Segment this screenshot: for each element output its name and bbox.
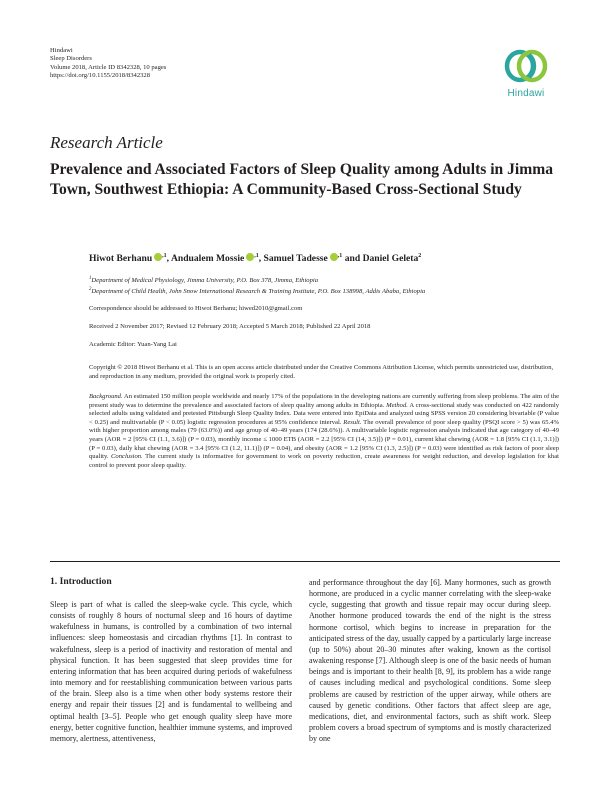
journal-name: Sleep Disorders [50,55,92,63]
article-type: Research Article [50,133,163,152]
journal-info [50,47,166,81]
abstract-text: The overall prevalence of poor sleep quality (PSQI score > 5) was 65.4% with higher proportion among males (79 (63.0%)) and age group of 40–49 years (174 (28.6%)). A multivariable logistic regression analysis indicated that age category of 40–49 years (AOR = 2 [95% CI (1.1, 3.6)]) (P = 0.03), monthly income ≤ 1000 ETB (AOR = 2.2 [95% CI (14, 3.5)]) (P = 0.01), current khat chewing (AOR = 1.8 [95% CI (1.1, 3.1)]) (P = 0.03), daily khat chewing (AOR = 3.4 [95% CI (1.2, 11.1)]) (P = 0.04), and obesity (AOR = 1.2 [95% CI (1.3, 2.5)]) (P = 0.03) were identified as risk factors of poor sleep quality. [89,418,559,461]
author-list [89,253,421,264]
affiliation [89,286,559,297]
author-affiliation-mark: ,1 [162,253,167,259]
abstract-label: Result. [343,418,362,426]
author-name: Andualem Mossie [170,253,245,265]
rings-icon [503,46,549,86]
author-separator: , [166,253,171,265]
abstract [89,393,559,470]
abstract-text: A cross-sectional study was conducted on 422 randomly selected adults using validated and pretested Pittsburgh Sleep Quality Index. Data were entered into EpiData and analyzed using SPSS version 20 considering bivariable (P value < 0.25) and multivariable (P < 0.05) logistic regression procedures at 95% confidence interval. [89,401,559,426]
doi-link[interactable]: https://doi.org/10.1155/2018/8342328 [50,72,151,80]
publication-dates: Received 2 November 2017; Revised 12 February 2018; Accepted 5 March 2018; Published 22 April 2018 [89,323,371,330]
affiliation [89,275,559,286]
affiliation-text: Department of Child Health, John Snow International Research & Training Institute, P.O. Box 138998, Addis Ababa, Ethiopia [91,287,426,295]
intro-column-right: and performance throughout the day [6]. Many hormones, such as growth hormone, are produced in a cyclic manner correlating with the sleep-wake cycle, suggesting that growth and tissue repair may occur during sleep. Another hormone produced towards the end of the night is the stress hormone cortisol, which begins to increase in preparation for the anticipated stress of the day, usually capped by a particularly large increase (up to 50%) about 20–30 minutes after waking, known as the cortisol awakening response [7]. Although sleep is one of the basic needs of human beings and is important to their health [8, 9], its problem has a wide range of causes including medical and psychological conditions. Some sleep problems are caused by restriction of the upper airway, while others are caused by genetic conditions. Other factors that affect sleep are age, medications, diet, and environmental factors, such as shift work. Sleep problem covers a broad spectrum of symptoms and is mostly characterized by one [309,578,551,744]
logo-text: Hindawi [507,88,545,99]
abstract-text: The current study is informative for government to work on poverty reduction, create awareness for weight reduction, and develop legislation for khat control to prevent poor sleep quality. [89,453,559,469]
author-affiliation-mark: ,1 [254,253,259,259]
affiliation-number: 2 [89,286,92,292]
section-heading: 1. Introduction [50,576,112,587]
volume-info: Volume 2018, Article ID 8342328, 10 pages [50,63,167,71]
hindawi-logo [494,46,558,104]
orcid-icon[interactable] [330,253,338,261]
copyright-notice: Copyright © 2018 Hiwot Berhanu et al. This is an open access article distributed under the Creative Commons Attribution License, which permits unrestricted use, distribution, and reproduction in any medium, provided the original work is properly cited. [89,364,554,380]
author-name: Hiwot Berhanu [89,253,153,265]
author-separator: , [258,253,264,265]
author-separator: and [342,253,363,265]
author-affiliation-mark: ,1 [337,253,343,259]
author-name: Samuel Tadesse [263,253,328,265]
divider [50,561,560,562]
correspondence: Correspondence should be addressed to Hiwot Berhanu; hiwed2010@gmail.com [89,305,303,312]
abstract-label: Method. [386,401,408,409]
abstract-label: Background. [89,393,123,400]
article-title: Prevalence and Associated Factors of Sleep Quality among Adults in Jimma Town, Southwest Ethiopia: A Community-Based Cross-Sectional Study [50,161,554,198]
orcid-icon[interactable] [154,253,162,261]
intro-column-left: Sleep is part of what is called the sleep-wake cycle. This cycle, which consists of roughly 8 hours of nocturnal sleep and 16 hours of daytime wakefulness in humans, is controlled by a combination of two internal influences: sleep homeostasis and circadian rhythms [1]. In contrast to wakefulness, sleep is a period of inactivity and restoration of mental and physical function. It has been suggested that sleep provides time for entering information that has been acquired during periods of wakefulness into memory and for reestablishing communication between various parts of the brain. Sleep also is a time when other body systems restore their energy and repair their tissues [2] and is fundamental to wellbeing and optimal health [3–5]. People who get enough quality sleep have more energy, better cognitive function, healthier immune systems, and improved memory, alertness, attentiveness, [50,600,292,743]
academic-editor: Academic Editor: Yuan-Yang Lai [89,341,177,348]
author-affiliation-mark: 2 [418,253,422,259]
abstract-text: An estimated 150 million people worldwide and nearly 17% of the populations in the developing nations are currently suffering from sleep problems. The aim of the present study was to determine the prevalence and associated factors of sleep quality among adults in Ethiopia. [89,393,559,409]
abstract-label: Conclusion. [111,453,143,461]
affiliations [89,275,559,297]
publisher-name: Hindawi [50,47,73,54]
author-name: Daniel Geleta [362,253,419,265]
affiliation-text: Department of Medical Physiology, Jimma University, P.O. Box 378, Jimma, Ethiopia [91,277,318,285]
affiliation-number: 1 [89,276,92,281]
